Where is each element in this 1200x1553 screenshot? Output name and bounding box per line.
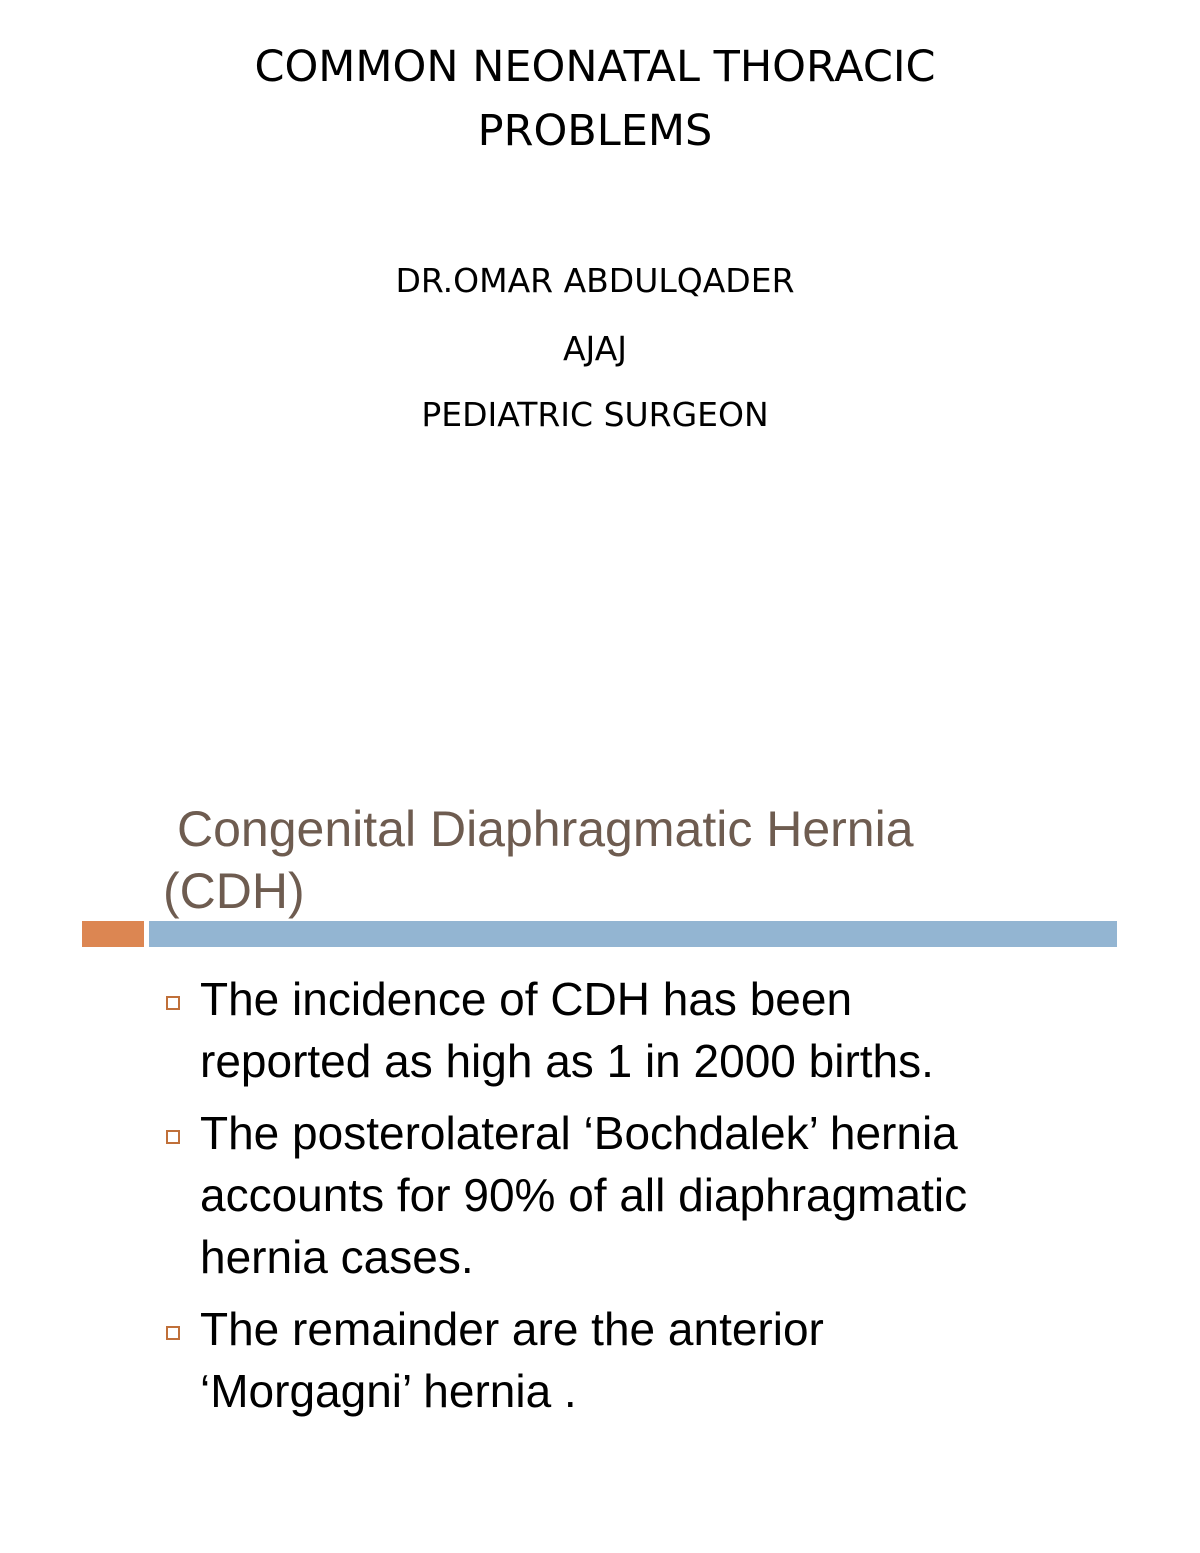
bullet-line: The incidence of CDH has been bbox=[200, 973, 853, 1025]
slide2-title-line: (CDH) bbox=[163, 863, 305, 919]
author-name-line2: AJAJ bbox=[562, 329, 628, 368]
author-role: PEDIATRIC SURGEON bbox=[421, 395, 769, 434]
list-item bbox=[160, 968, 1120, 1092]
square-bullet-icon bbox=[166, 996, 180, 1010]
slide1-title bbox=[100, 35, 1090, 163]
author-name-line1: DR.OMAR ABDULQADER bbox=[395, 261, 795, 300]
list-item bbox=[160, 1298, 1120, 1422]
slide1-title-line: PROBLEMS bbox=[477, 106, 713, 156]
bullet-line: ‘Morgagni’ hernia . bbox=[200, 1365, 577, 1417]
bullet-line: hernia cases. bbox=[200, 1231, 474, 1283]
square-bullet-icon bbox=[166, 1130, 180, 1144]
accent-bar-blue bbox=[149, 921, 1117, 947]
square-bullet-icon bbox=[166, 1326, 180, 1340]
bullet-line: The remainder are the anterior bbox=[200, 1303, 824, 1355]
slide1-title-line: COMMON NEONATAL THORACIC bbox=[254, 42, 936, 92]
bullet-list bbox=[160, 968, 1120, 1432]
bullet-line: The posterolateral ‘Bochdalek’ hernia bbox=[200, 1107, 958, 1159]
list-item bbox=[160, 1102, 1120, 1288]
bullet-line: reported as high as 1 in 2000 births. bbox=[200, 1035, 934, 1087]
bullet-line: accounts for 90% of all diaphragmatic bbox=[200, 1169, 968, 1221]
slide2-title-line: Congenital Diaphragmatic Hernia bbox=[177, 801, 914, 857]
slide2-title bbox=[163, 798, 1103, 922]
accent-bar-orange bbox=[82, 921, 144, 947]
